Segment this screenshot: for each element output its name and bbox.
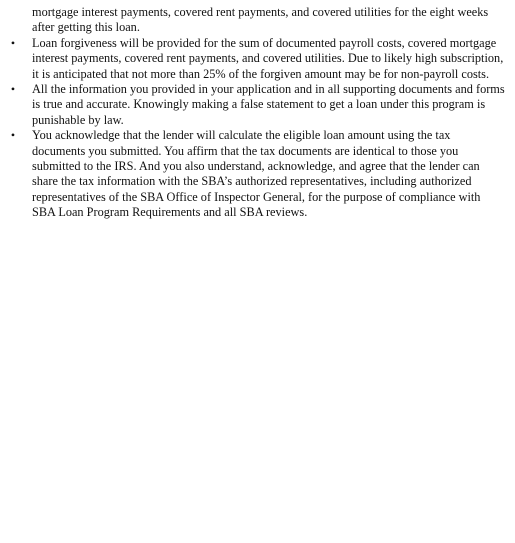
bullet-text: Loan forgiveness will be provided for the sum of documented payroll costs, covered mortgage interest payments, covered rent payments, and covered utilities. Due to likely high subscription, it is anticipated that not more than 25% of the forgiven amount may be for non-payroll costs.	[32, 35, 504, 81]
document-body	[10, 5, 506, 221]
continuation-paragraph: mortgage interest payments, covered rent payments, and covered utilities for the eight weeks after getting this loan.	[32, 5, 489, 35]
bullet-icon: •	[10, 128, 16, 143]
bullet-item-information-accuracy	[10, 82, 506, 128]
bullet-icon: •	[10, 82, 16, 97]
bullet-item-loan-forgiveness	[10, 35, 506, 82]
bullet-text: You acknowledge that the lender will calculate the eligible loan amount using the tax documents you submitted. You affirm that the tax documents are identical to those you submitted to the IRS. And you also understand, acknowledge, and agree that the lender can share the tax information with the SBA’s authorized representatives, including authorized representatives of the SBA Office of Inspector General, for the purpose of compliance with SBA Loan Program Requirements and all SBA reviews.	[32, 128, 481, 220]
bullet-list	[10, 35, 506, 221]
bullet-item-tax-documents	[10, 128, 506, 220]
bullet-icon: •	[10, 35, 16, 50]
bullet-text: All the information you provided in your application and in all supporting documents and forms is true and accurate. Knowingly making a false statement to get a loan under this program is punishable by law.	[32, 82, 505, 127]
